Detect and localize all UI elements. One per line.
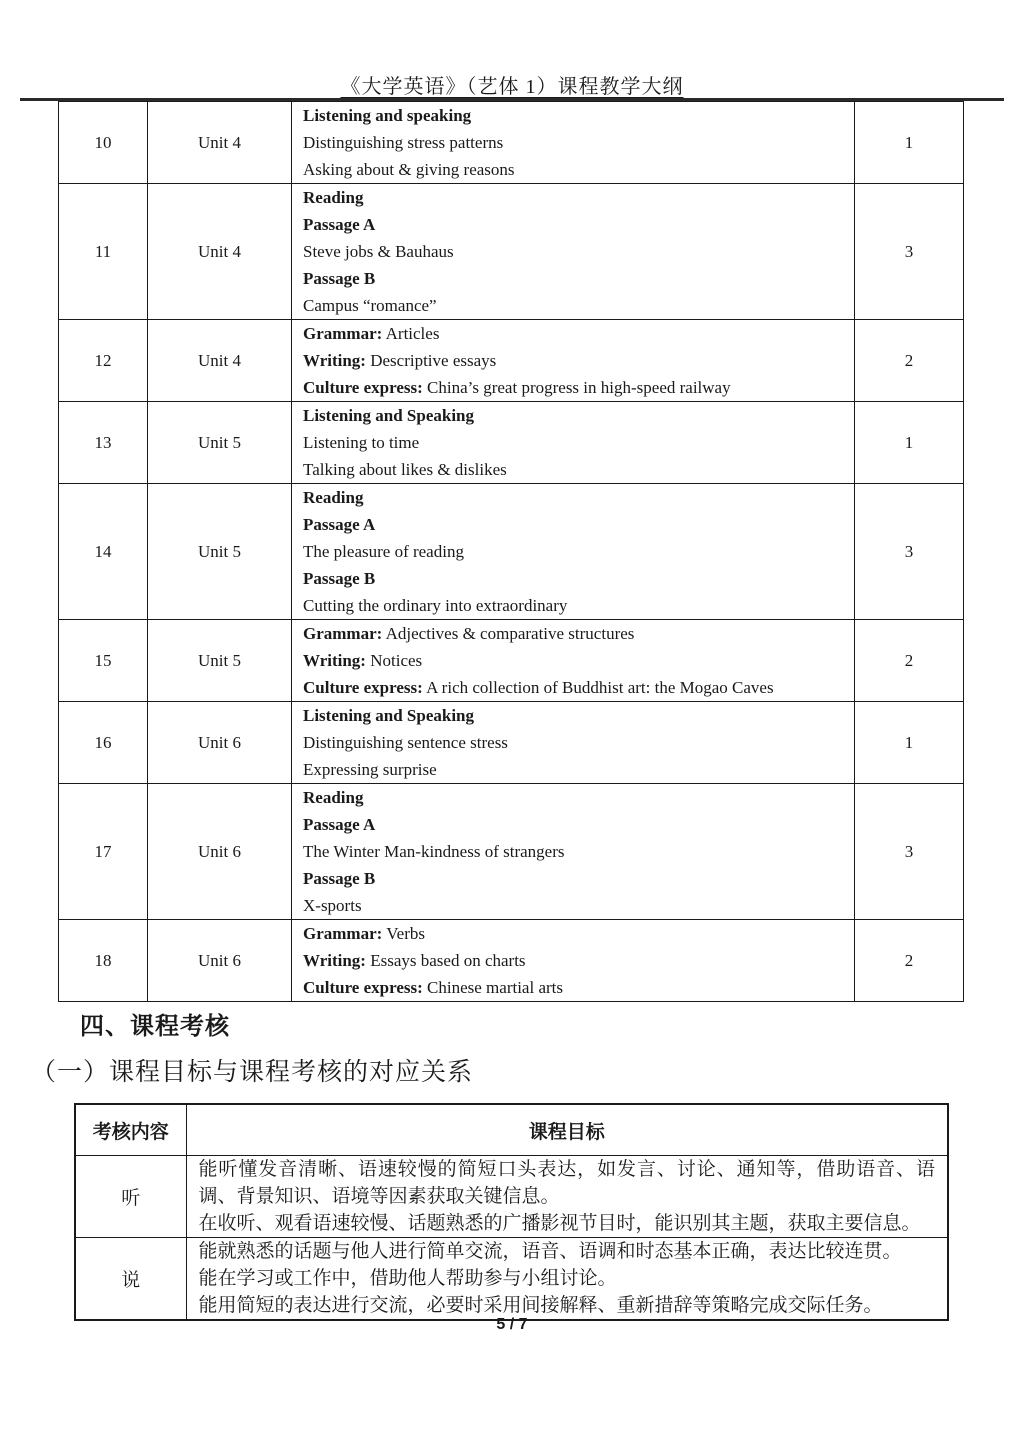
content-line-bold: Passage B <box>303 569 376 588</box>
content-line <box>303 647 844 674</box>
content-line-bold: Listening and speaking <box>303 106 472 125</box>
content-line <box>303 838 844 865</box>
lesson-number-cell: 11 <box>59 184 148 320</box>
content-cell <box>292 620 855 702</box>
content-cell <box>292 402 855 484</box>
skill-cell: 说 <box>75 1238 186 1321</box>
subsection-heading-objectives-mapping: （一）课程目标与课程考核的对应关系 <box>31 1059 474 1086</box>
unit-cell: Unit 5 <box>148 620 292 702</box>
schedule-table <box>58 101 964 1002</box>
content-line-text: Talking about likes & dislikes <box>303 460 507 479</box>
content-line-bold: Listening and Speaking <box>303 706 475 725</box>
content-line <box>303 920 844 947</box>
content-line <box>303 538 844 565</box>
lesson-number-cell: 13 <box>59 402 148 484</box>
hours-cell: 2 <box>855 320 964 402</box>
page-number: 5 / 7 <box>496 1316 528 1333</box>
content-line <box>303 292 844 319</box>
schedule-row <box>59 620 964 702</box>
content-line <box>303 265 844 292</box>
content-cell <box>292 702 855 784</box>
content-line <box>303 511 844 538</box>
page-title-text: 《大学英语》（艺体 1）课程教学大纲 <box>340 76 684 98</box>
content-line <box>303 756 844 783</box>
hours-cell: 3 <box>855 484 964 620</box>
content-line-bold: Passage A <box>303 515 376 534</box>
objective-cell <box>186 1156 948 1238</box>
schedule-row <box>59 784 964 920</box>
content-line-text: Campus “romance” <box>303 296 437 315</box>
content-line <box>303 211 844 238</box>
schedule-table-body <box>59 102 964 1002</box>
page-title <box>0 70 1024 99</box>
content-line-text: Verbs <box>382 924 425 943</box>
content-cell <box>292 320 855 402</box>
hours-cell: 2 <box>855 620 964 702</box>
schedule-row <box>59 402 964 484</box>
hours-cell: 1 <box>855 102 964 184</box>
schedule-row <box>59 184 964 320</box>
objective-line: 能在学习或工作中，借助他人帮助参与小组讨论。 <box>198 1268 617 1289</box>
lesson-number-cell: 18 <box>59 920 148 1002</box>
content-line-bold: Writing: <box>303 651 366 670</box>
content-line-text: X-sports <box>303 896 362 915</box>
content-line-text: Listening to time <box>303 433 420 452</box>
content-line <box>303 374 844 401</box>
lesson-number-cell: 14 <box>59 484 148 620</box>
content-line <box>303 947 844 974</box>
hours-cell: 3 <box>855 784 964 920</box>
content-line <box>303 784 844 811</box>
content-line-text: Chinese martial arts <box>422 978 563 997</box>
content-line-text: Distinguishing sentence stress <box>303 733 508 752</box>
assessment-header-objective: 课程目标 <box>186 1104 948 1156</box>
content-line-text: Steve jobs & Bauhaus <box>303 242 454 261</box>
content-line-text: Cutting the ordinary into extraordinary <box>303 596 568 615</box>
hours-cell: 3 <box>855 184 964 320</box>
content-line-bold: Grammar: <box>303 924 383 943</box>
assessment-table-head <box>75 1104 948 1156</box>
assessment-row <box>75 1238 948 1321</box>
content-line-text: The pleasure of reading <box>303 542 464 561</box>
content-line <box>303 729 844 756</box>
content-line-bold: Writing: <box>303 351 366 370</box>
content-line-text: Articles <box>382 324 440 343</box>
objective-cell <box>186 1238 948 1321</box>
objective-line: 能就熟悉的话题与他人进行简单交流，语音、语调和时态基本正确，表达比较连贯。 <box>198 1241 902 1262</box>
content-line <box>303 102 844 129</box>
objective-line: 能用简短的表达进行交流，必要时采用间接解释、重新措辞等策略完成交际任务。 <box>198 1295 883 1316</box>
assessment-header-content: 考核内容 <box>75 1104 186 1156</box>
content-line-bold: Grammar: <box>303 624 383 643</box>
schedule-row <box>59 920 964 1002</box>
content-line <box>303 156 844 183</box>
content-line <box>303 702 844 729</box>
section-heading-assessment: 四、课程考核 <box>80 1013 230 1040</box>
content-line <box>303 456 844 483</box>
content-line <box>303 974 844 1001</box>
content-line-bold: Listening and Speaking <box>303 406 475 425</box>
hours-cell: 2 <box>855 920 964 1002</box>
content-line-bold: Culture express: <box>303 378 423 397</box>
unit-cell: Unit 4 <box>148 102 292 184</box>
content-line-text: Distinguishing stress patterns <box>303 133 504 152</box>
content-line-bold: Reading <box>303 788 364 807</box>
content-cell <box>292 920 855 1002</box>
content-line-text: The Winter Man-kindness of strangers <box>303 842 565 861</box>
content-line <box>303 592 844 619</box>
content-line <box>303 620 844 647</box>
content-line-bold: Passage B <box>303 269 376 288</box>
content-line-bold: Passage A <box>303 815 376 834</box>
assessment-table-body <box>75 1156 948 1321</box>
content-line-bold: Passage A <box>303 215 376 234</box>
objective-line: 在收听、观看语速较慢、话题熟悉的广播影视节目时，能识别其主题，获取主要信息。 <box>198 1213 921 1234</box>
skill-cell: 听 <box>75 1156 186 1238</box>
content-line <box>303 865 844 892</box>
lesson-number-cell: 15 <box>59 620 148 702</box>
content-line-bold: Reading <box>303 488 364 507</box>
content-line <box>303 347 844 374</box>
content-line <box>303 674 844 701</box>
content-line-text: Asking about & giving reasons <box>303 160 515 179</box>
lesson-number-cell: 12 <box>59 320 148 402</box>
unit-cell: Unit 6 <box>148 784 292 920</box>
content-line-bold: Culture express: <box>303 678 423 697</box>
unit-cell: Unit 6 <box>148 920 292 1002</box>
content-cell <box>292 102 855 184</box>
assessment-row <box>75 1156 948 1238</box>
unit-cell: Unit 4 <box>148 320 292 402</box>
schedule-row <box>59 320 964 402</box>
assessment-header-row <box>75 1104 948 1156</box>
unit-cell: Unit 5 <box>148 484 292 620</box>
assessment-table <box>74 1103 949 1321</box>
content-cell <box>292 784 855 920</box>
content-line-bold: Writing: <box>303 951 366 970</box>
content-line-bold: Culture express: <box>303 978 423 997</box>
content-line <box>303 565 844 592</box>
content-line <box>303 184 844 211</box>
content-line-text: Descriptive essays <box>365 351 497 370</box>
content-line <box>303 484 844 511</box>
content-line <box>303 320 844 347</box>
content-line <box>303 811 844 838</box>
content-line <box>303 238 844 265</box>
unit-cell: Unit 4 <box>148 184 292 320</box>
content-line <box>303 892 844 919</box>
lesson-number-cell: 16 <box>59 702 148 784</box>
content-line-text: Notices <box>365 651 423 670</box>
objective-line: 能听懂发音清晰、语速较慢的简短口头表达，如发言、讨论、通知等，借助语音、语调、背景知识、语境等因素获取关键信息。 <box>198 1159 935 1207</box>
unit-cell: Unit 6 <box>148 702 292 784</box>
content-cell <box>292 484 855 620</box>
hours-cell: 1 <box>855 402 964 484</box>
content-line-bold: Passage B <box>303 869 376 888</box>
content-line <box>303 402 844 429</box>
lesson-number-cell: 17 <box>59 784 148 920</box>
hours-cell: 1 <box>855 702 964 784</box>
content-line-text: Essays based on charts <box>365 951 526 970</box>
content-line <box>303 429 844 456</box>
lesson-number-cell: 10 <box>59 102 148 184</box>
content-line-text: Expressing surprise <box>303 760 437 779</box>
unit-cell: Unit 5 <box>148 402 292 484</box>
content-line-text: Adjectives & comparative structures <box>382 624 635 643</box>
schedule-row <box>59 702 964 784</box>
schedule-row <box>59 484 964 620</box>
content-line-bold: Reading <box>303 188 364 207</box>
content-line <box>303 129 844 156</box>
content-line-text: A rich collection of Buddhist art: the Mogao Caves <box>422 678 774 697</box>
schedule-row <box>59 102 964 184</box>
content-line-bold: Grammar: <box>303 324 383 343</box>
content-line-text: China’s great progress in high-speed railway <box>422 378 731 397</box>
content-cell <box>292 184 855 320</box>
